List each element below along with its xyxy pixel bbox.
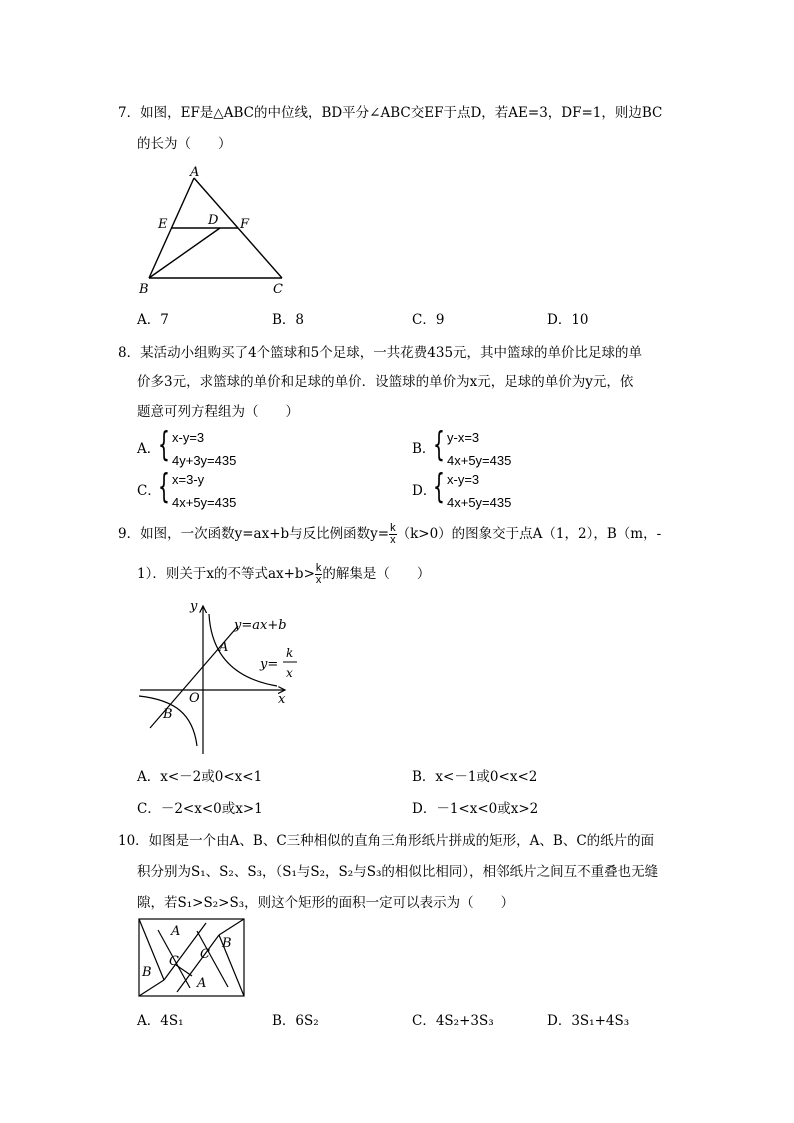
q10-option-a[interactable]: A．4S₁ bbox=[137, 1013, 184, 1029]
q8-a-eq1: x-y=3 bbox=[172, 430, 205, 445]
q9-option-d[interactable]: D．－1<x<0或x>2 bbox=[412, 801, 539, 817]
axis-y-label: y bbox=[190, 599, 198, 614]
q8-b-eq2: 4x+5y=435 bbox=[447, 453, 512, 468]
label-D: D bbox=[208, 213, 219, 228]
q9-line1-a: 9．如图，一次函数y=ax+b与反比例函数y= bbox=[118, 526, 390, 542]
q8-line2: 价多3元，求篮球的单价和足球的单价．设篮球的单价为x元，足球的单价为y元，依 bbox=[137, 374, 634, 390]
q9-line2-a: 1）．则关于x的不等式ax+b> bbox=[137, 566, 315, 582]
q10-option-c[interactable]: C．4S₂+3S₃ bbox=[412, 1013, 494, 1029]
q9-line1-b: （k>0）的图象交于点A（1，2），B（m，- bbox=[396, 526, 662, 542]
q9-option-a[interactable]: A．x<－2或0<x<1 bbox=[137, 769, 263, 785]
q10-line2: 积分别为S₁、S₂、S₃，（S₁与S₂，S₂与S₃的相似比相同），相邻纸片之间互不重叠也无缝 bbox=[137, 864, 659, 880]
piece-label-b1: B bbox=[142, 965, 152, 980]
label-C: C bbox=[273, 282, 283, 297]
q9-line2 bbox=[137, 563, 430, 586]
label-B: B bbox=[139, 282, 149, 297]
brace-icon: { bbox=[158, 425, 170, 465]
q9-line2-b: 的解集是（ ） bbox=[322, 566, 431, 582]
label-F: F bbox=[240, 217, 250, 232]
q10-option-b[interactable]: B．6S₂ bbox=[272, 1013, 319, 1029]
brace-icon: { bbox=[433, 467, 445, 507]
q8-option-a-label: A． bbox=[137, 441, 161, 457]
hyp-num: k bbox=[286, 646, 294, 660]
q8-option-c-label: C． bbox=[137, 483, 161, 499]
origin-label: O bbox=[189, 691, 200, 706]
q7-line1: 7．如图，EF是△ABC的中位线，BD平分∠ABC交EF于点D，若AE=3，DF=1，则边BC bbox=[118, 105, 663, 121]
q7-option-d[interactable]: D．10 bbox=[547, 312, 589, 328]
piece-label-b2: B bbox=[222, 936, 232, 951]
q8-d-eq1: x-y=3 bbox=[447, 472, 480, 487]
q8-line3: 题意可列方程组为（ ） bbox=[137, 404, 299, 420]
hyp-den: x bbox=[286, 666, 293, 680]
piece-label-a2: A bbox=[197, 976, 207, 991]
q7-triangle-figure bbox=[130, 160, 300, 300]
q10-option-d[interactable]: D．3S₁+4S₃ bbox=[547, 1013, 630, 1029]
q8-a-eq2: 4y+3y=435 bbox=[172, 453, 237, 468]
q9-option-b[interactable]: B．x<－1或0<x<2 bbox=[412, 769, 538, 785]
brace-icon: { bbox=[158, 467, 170, 507]
frac-num: k bbox=[390, 522, 396, 534]
label-A: A bbox=[190, 165, 200, 180]
q10-line3: 隙，若S₁>S₂>S₃，则这个矩形的面积一定可以表示为（ ） bbox=[137, 895, 515, 911]
q9-option-c[interactable]: C．－2<x<0或x>1 bbox=[137, 801, 263, 817]
q7-line2: 的长为（ ） bbox=[137, 136, 232, 152]
q8-line1: 8．某活动小组购买了4个篮球和5个足球，一共花费435元，其中篮球的单价比足球的单 bbox=[118, 345, 643, 361]
q8-b-eq1: y-x=3 bbox=[447, 430, 480, 445]
q8-option-d-label: D． bbox=[412, 483, 437, 499]
q10-line1: 10．如图是一个由A、B、C三种相似的直角三角形纸片拼成的矩形，A、B、C的纸片的面 bbox=[118, 833, 655, 849]
axis-x-label: x bbox=[278, 692, 286, 707]
line-label: y=ax+b bbox=[234, 618, 287, 633]
piece-label-c2: C bbox=[200, 947, 210, 962]
brace-icon: { bbox=[433, 425, 445, 465]
frac-den: x bbox=[315, 574, 322, 586]
label-E: E bbox=[158, 217, 168, 232]
frac-num: k bbox=[315, 562, 322, 574]
q8-c-eq2: 4x+5y=435 bbox=[172, 495, 237, 510]
hyp-label-pre: y= bbox=[260, 657, 279, 672]
q8-c-eq1: x=3-y bbox=[172, 472, 205, 487]
q9-function-graph bbox=[135, 596, 315, 756]
q8-d-eq2: 4x+5y=435 bbox=[447, 495, 512, 510]
q7-option-a[interactable]: A．7 bbox=[137, 312, 169, 328]
q7-option-b[interactable]: B．8 bbox=[272, 312, 305, 328]
q7-option-c[interactable]: C．9 bbox=[412, 312, 445, 328]
point-a-label: A bbox=[219, 640, 229, 655]
piece-label-a1: A bbox=[171, 924, 181, 939]
q10-rectangle-figure bbox=[138, 918, 246, 998]
q9-frac bbox=[389, 523, 397, 546]
frac-den: x bbox=[390, 534, 396, 546]
q9-line1 bbox=[118, 523, 661, 546]
point-b-label: B bbox=[163, 707, 173, 722]
q8-option-b-label: B． bbox=[412, 441, 436, 457]
piece-label-c1: C bbox=[169, 954, 179, 969]
